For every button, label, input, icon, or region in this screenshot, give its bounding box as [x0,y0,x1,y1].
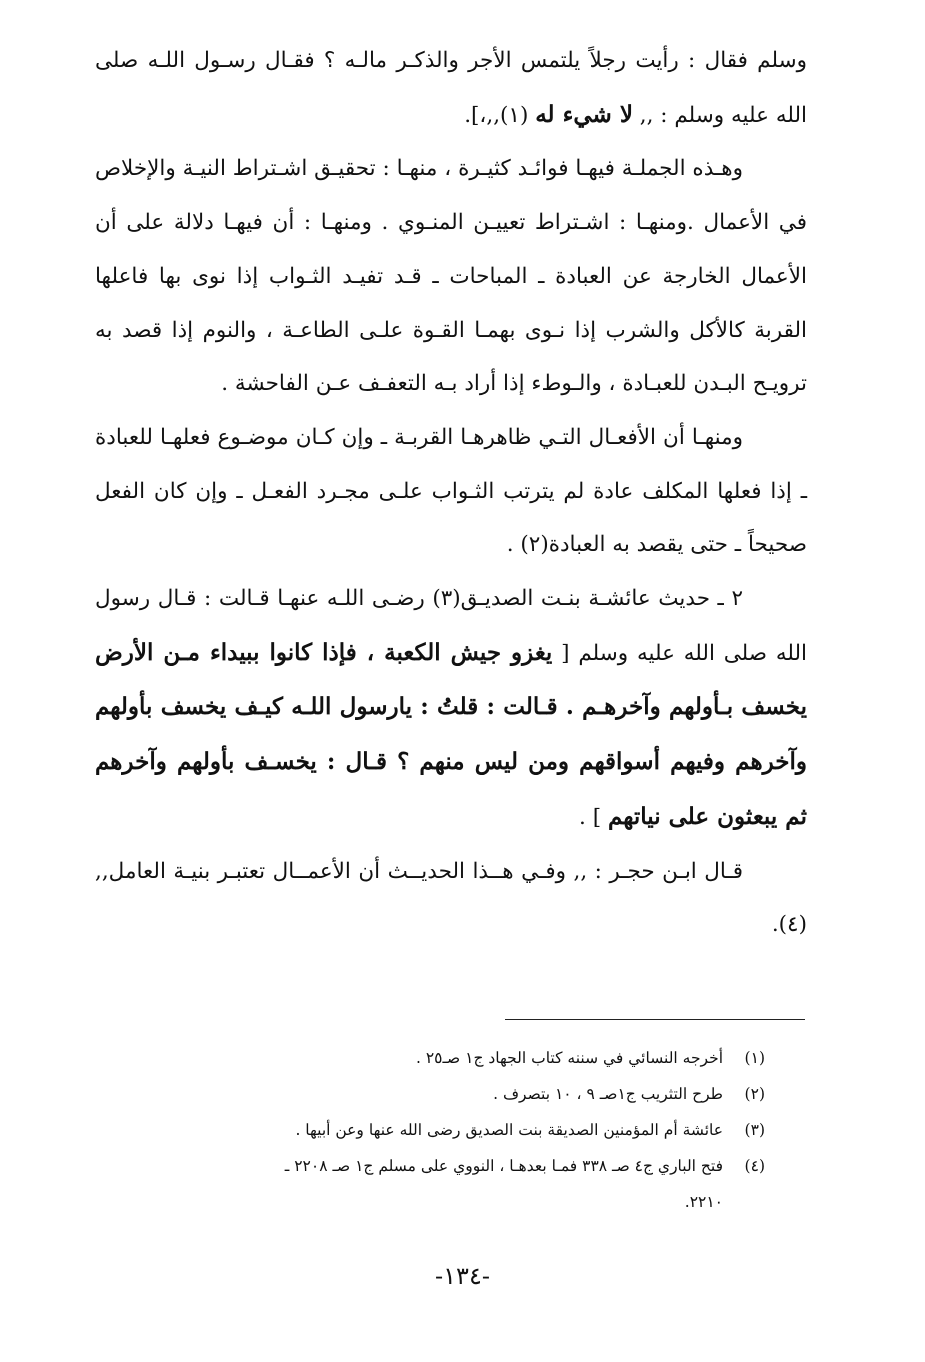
text-segment: وسلم فقال : رأيت رجلاً يلتمس الأجر والذكـر مالـه ؟ فقـال رسـول اللـه صلى الله عليه وسلم : ,, [95,48,807,128]
text-segment: ٢ ـ حديث عائشـة بنـت الصديـق(٣) رضـى اللـه عنهـا قـالت : قـال رسول الله صلى الله عليه وسلم [ [95,586,807,666]
paragraph [95,34,807,142]
footnote-text: فتح الباري ج٤ صـ ٣٣٨ فمـا بعدهـا ، النووي على مسلم ج١ صـ ٢٢٠٨ ـ [284,1157,723,1175]
text-segment: (١),,،]. [464,102,536,128]
footnote-number: (٣) [744,1121,765,1139]
paragraph [95,411,807,572]
paragraph [95,142,807,411]
footnotes [125,1040,765,1220]
footnote-text: عائشة أم المؤمنين الصديقة بنت الصديق رضى الله عنها وعن أبيها . [295,1121,723,1139]
footnote [125,1076,765,1112]
hadith-text-bold: يغزو جيش الكعبة ، فإذا كانوا ببيداء مـن الأرض يخسف بـأولهم وآخرهـم . قـالت : قلتُ : يارسول اللـه كيـف يخسف بأولهم وآخرهم وفيهم أسواقهم ومن ليس منهم ؟ قـال : يخسـف بأولهم وآخرهم ثم يبعثون على نياتهم [95,638,807,830]
footnote-number: (٢) [744,1085,765,1103]
footnote-separator [505,1019,805,1020]
footnote-text: طرح التثريب ج١صـ ٩ ، ١٠ بتصرف . [493,1085,723,1103]
body-text [95,34,807,952]
paragraph [95,845,807,952]
footnote-number: (٤) [744,1157,765,1175]
footnote-number: (١) [744,1049,765,1067]
footnote [125,1112,765,1148]
text-segment: ] . [579,804,608,830]
text-segment: ومنهـا أن الأفعـال التـي ظاهرهـا القربـة ـ وإن كـان موضـوع فعلهـا للعبادة ـ إذا فعلها المكلف عادة لم يترتب الثـواب علـى مجـرد الفعـل ـ وإن كان الفعل صحيحاً ـ حتى يقصد به العبادة(٢) . [95,424,807,558]
hadith-text-bold: لا شيء له [535,100,633,128]
footnote-text: أخرجه النسائي في سننه كتاب الجهاد ج١ صـ٢٥ . [415,1049,723,1067]
page-number: -١٣٤- [435,1262,490,1290]
paragraph [95,572,807,845]
footnote [125,1040,765,1076]
text-segment: وهـذه الجملـة فيهـا فوائـد كثيـرة ، منهـا : تحقيـق اشـتراط النيـة والإخلاص في الأعمال .ومنهـا : اشـتراط تعييـن المنـوي . ومنهـا : أن فيهـا دلالة على أن الأعمال الخارجة عن العبادة ـ المباحات ـ قـد تفيـد الثـواب إذا نوى بها فاعلها القربة كالأكل والشرب إذا نـوى بهمـا القـوة علـى الطاعـة ، والنوم إذا قصد به ترويـح البـدن للعبـادة ، والـوطء إذا أراد بـه التعفـف عـن الفاحشة . [95,156,807,397]
footnote [125,1148,765,1184]
text-segment: قـال ابـن حجـر : ,, وفـي هــذا الحديــث أن الأعمــال تعتبـر بنيـة العامل,,(٤). [95,858,807,938]
footnote-continuation: ٢٢١٠. [684,1193,723,1211]
